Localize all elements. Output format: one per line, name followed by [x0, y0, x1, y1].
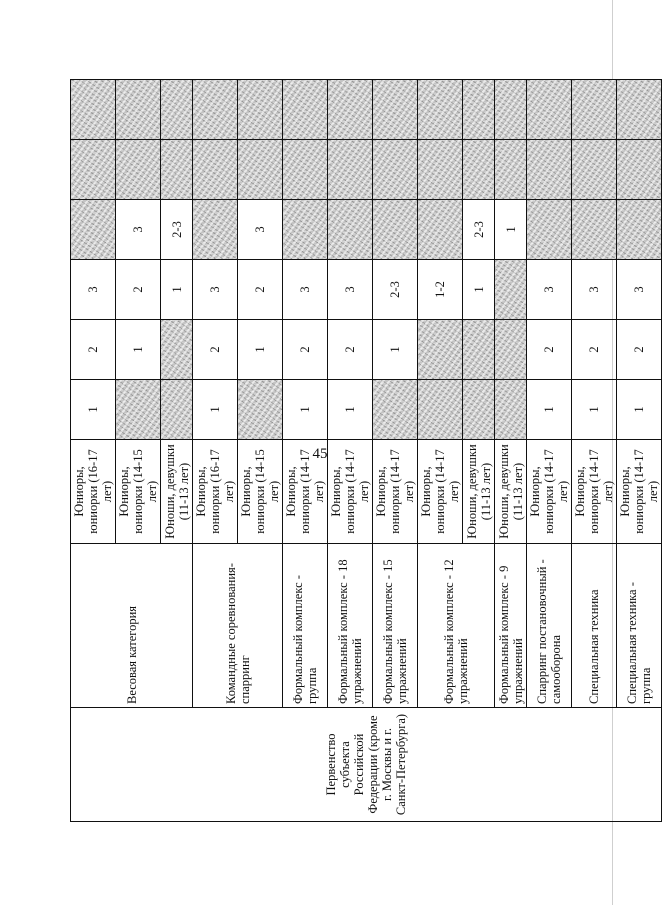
value-cell — [328, 140, 373, 200]
value-cell — [527, 140, 572, 200]
value-cell — [71, 80, 116, 140]
value-cell — [527, 200, 572, 260]
age-group-cell: Юниоры, юниорки (14-17 лет) — [283, 440, 328, 544]
age-group-cell: Юноши, девушки (11-13 лет) — [161, 440, 193, 544]
age-group-cell: Юниоры, юниорки (14-17 лет) — [527, 440, 572, 544]
value-cell — [463, 320, 495, 380]
value-cell — [238, 80, 283, 140]
value-cell: 1 — [617, 380, 662, 440]
value-cell: 3 — [71, 260, 116, 320]
value-cell — [373, 380, 418, 440]
value-cell — [495, 320, 527, 380]
value-cell — [116, 380, 161, 440]
discipline-cell: Формальный комплекс - группа — [283, 544, 328, 708]
age-group-cell: Юниоры, юниорки (14-17 лет) — [328, 440, 373, 544]
age-group-cell: Юниоры, юниорки (14-17 лет) — [617, 440, 662, 544]
value-cell — [161, 140, 193, 200]
age-group-cell: Юниоры, юниорки (14-15 лет) — [116, 440, 161, 544]
value-cell — [283, 80, 328, 140]
value-cell — [328, 80, 373, 140]
value-cell — [373, 200, 418, 260]
discipline-cell: Формальный комплекс - 15 упражнений — [373, 544, 418, 708]
value-cell — [116, 140, 161, 200]
value-cell: 3 — [238, 200, 283, 260]
discipline-cell: Специальная техника - группа — [617, 544, 662, 708]
value-cell: 2 — [572, 320, 617, 380]
discipline-cell: Командные соревнования-спарринг — [193, 544, 283, 708]
discipline-cell: Формальный комплекс - 9 упражнений — [495, 544, 527, 708]
age-group-cell: Юниоры, юниорки (14-17 лет) — [572, 440, 617, 544]
value-cell — [116, 80, 161, 140]
value-cell — [161, 380, 193, 440]
value-cell — [71, 140, 116, 200]
value-cell: 2 — [71, 320, 116, 380]
value-cell: 2 — [193, 320, 238, 380]
value-cell — [418, 140, 463, 200]
page-number: 45 — [312, 446, 328, 462]
value-cell — [373, 140, 418, 200]
value-cell: 1 — [328, 380, 373, 440]
value-cell: 1 — [193, 380, 238, 440]
value-cell: 3 — [328, 260, 373, 320]
value-cell — [572, 80, 617, 140]
value-cell — [617, 140, 662, 200]
value-cell — [193, 80, 238, 140]
value-cell — [495, 140, 527, 200]
value-cell — [572, 140, 617, 200]
age-group-cell: Юноши, девушки (11-13 лет) — [463, 440, 495, 544]
value-cell: 2 — [527, 320, 572, 380]
discipline-cell: Спарринг постановочный - самооборона — [527, 544, 572, 708]
value-cell — [463, 140, 495, 200]
ranking-table — [70, 79, 662, 822]
value-cell — [418, 380, 463, 440]
value-cell: 1 — [572, 380, 617, 440]
value-cell: 1 — [238, 320, 283, 380]
value-cell — [161, 80, 193, 140]
value-cell: 1 — [283, 380, 328, 440]
discipline-cell: Специальная техника — [572, 544, 617, 708]
value-cell: 2 — [238, 260, 283, 320]
age-group-cell: Юниоры, юниорки (14-15 лет) — [238, 440, 283, 544]
value-cell — [238, 380, 283, 440]
age-group-cell: Юниоры, юниорки (16-17 лет) — [71, 440, 116, 544]
value-cell — [71, 200, 116, 260]
value-cell: 3 — [617, 260, 662, 320]
value-cell: 3 — [193, 260, 238, 320]
value-cell: 2-3 — [463, 200, 495, 260]
value-cell — [495, 80, 527, 140]
value-cell: 1 — [161, 260, 193, 320]
value-cell: 2-3 — [161, 200, 193, 260]
value-cell — [463, 80, 495, 140]
value-cell: 1 — [527, 380, 572, 440]
value-cell — [463, 380, 495, 440]
value-cell: 1 — [116, 320, 161, 380]
value-cell: 2 — [328, 320, 373, 380]
value-cell: 3 — [572, 260, 617, 320]
value-cell: 3 — [116, 200, 161, 260]
table-row — [71, 80, 116, 822]
value-cell: 2 — [116, 260, 161, 320]
value-cell: 1 — [373, 320, 418, 380]
value-cell — [418, 80, 463, 140]
value-cell — [283, 140, 328, 200]
value-cell: 1 — [71, 380, 116, 440]
value-cell — [527, 80, 572, 140]
age-group-cell: Юниоры, юниорки (16-17 лет) — [193, 440, 238, 544]
value-cell: 1-2 — [418, 260, 463, 320]
value-cell — [617, 80, 662, 140]
value-cell — [572, 200, 617, 260]
value-cell: 1 — [495, 200, 527, 260]
value-cell: 3 — [527, 260, 572, 320]
value-cell: 2 — [283, 320, 328, 380]
age-group-cell: Юниоры, юниорки (14-17 лет) — [418, 440, 463, 544]
value-cell — [328, 200, 373, 260]
value-cell — [495, 260, 527, 320]
age-group-cell: Юниоры, юниорки (14-17 лет) — [373, 440, 418, 544]
value-cell: 2 — [617, 320, 662, 380]
value-cell: 1 — [463, 260, 495, 320]
value-cell — [617, 200, 662, 260]
value-cell — [161, 320, 193, 380]
value-cell — [283, 200, 328, 260]
value-cell — [193, 200, 238, 260]
value-cell — [495, 380, 527, 440]
value-cell — [193, 140, 238, 200]
value-cell — [373, 80, 418, 140]
discipline-cell: Весовая категория — [71, 544, 193, 708]
rotated-table-container — [70, 80, 660, 822]
competition-cell: Первенство субъекта Российской Федерации (кроме г. Москвы и г. Санкт-Петербурга) — [71, 708, 662, 822]
value-cell: 2-3 — [373, 260, 418, 320]
value-cell — [238, 140, 283, 200]
age-group-cell: Юноши, девушки (11-13 лет) — [495, 440, 527, 544]
value-cell: 3 — [283, 260, 328, 320]
value-cell — [418, 320, 463, 380]
value-cell — [418, 200, 463, 260]
discipline-cell: Формальный комплекс - 18 упражнений — [328, 544, 373, 708]
discipline-cell: Формальный комплекс - 12 упражнений — [418, 544, 495, 708]
